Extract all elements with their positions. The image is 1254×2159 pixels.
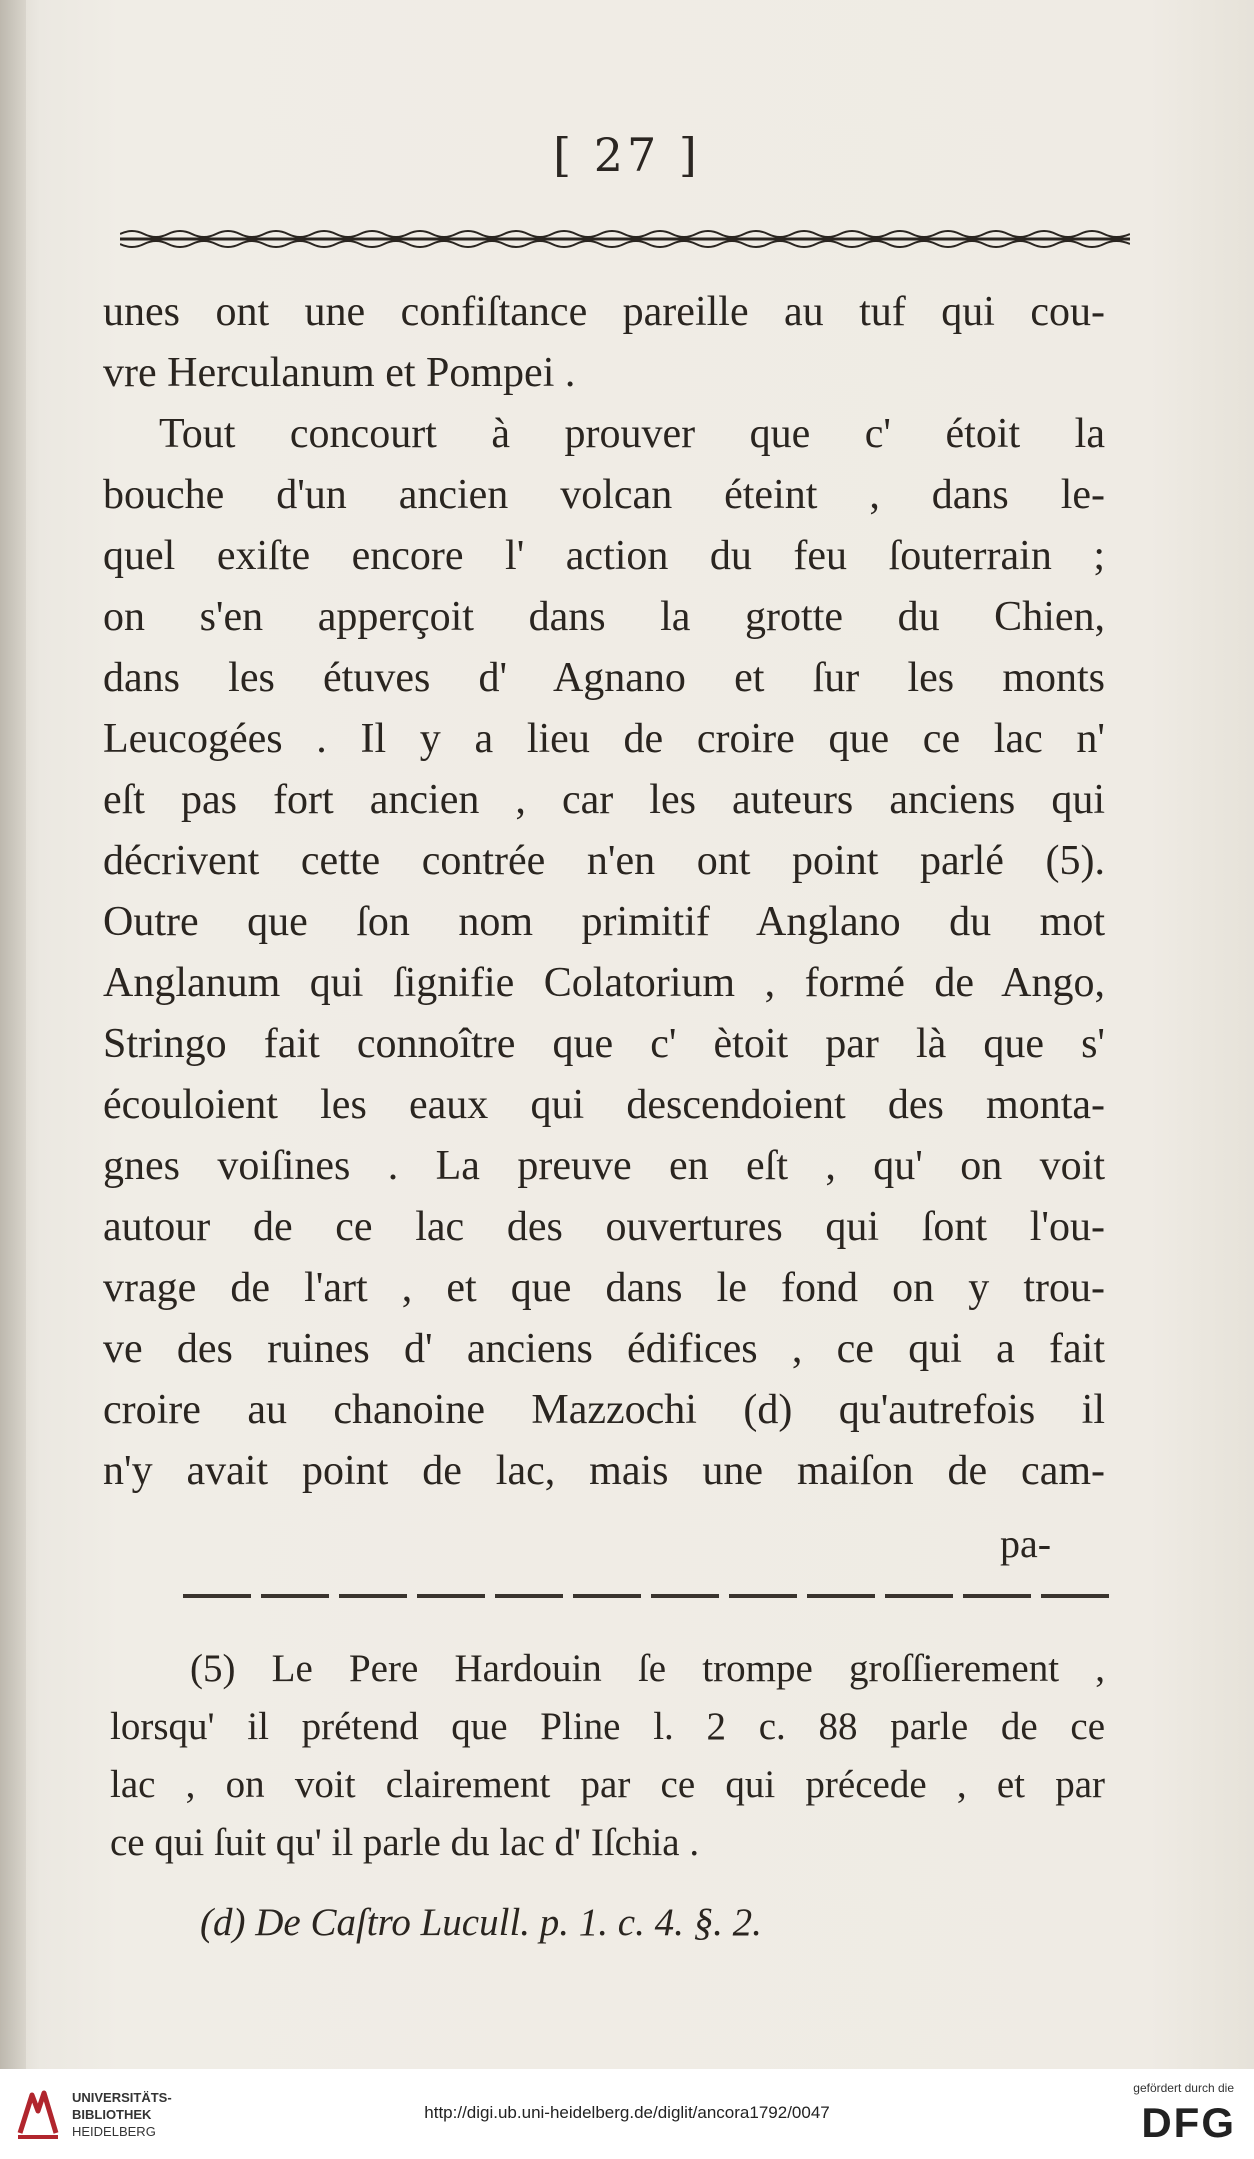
text-line: bouche d'un ancien volcan éteint , dans le- xyxy=(103,472,1105,518)
page-spine-shadow xyxy=(0,0,26,2069)
footnote-line: (5) Le Pere Hardouin ſe trompe groſſierement , xyxy=(190,1647,1105,1690)
footer-bar xyxy=(0,2069,1254,2159)
footnote-line: lac , on voit clairement par ce qui précede , et par xyxy=(110,1763,1105,1806)
text-line: écouloient les eaux qui descendoient des monta- xyxy=(103,1082,1105,1128)
funded-by-label: gefördert durch die xyxy=(1133,2081,1234,2095)
text-line: Tout concourt à prouver que c' étoit la xyxy=(159,411,1105,457)
permalink-url[interactable]: http://digi.ub.uni-heidelberg.de/diglit/ancora1792/0047 xyxy=(424,2103,830,2122)
footnotes xyxy=(110,1640,1105,1952)
footnote-d: (d) De Caſtro Lucull. p. 1. c. 4. §. 2. xyxy=(200,1901,762,1944)
dfg-logo: DFG xyxy=(1141,2099,1236,2146)
text-line: vre Herculanum et Pompei . xyxy=(103,350,576,396)
text-line: quel exiſte encore l' action du feu ſouterrain ; xyxy=(103,533,1105,579)
text-line: croire au chanoine Mazzochi (d) qu'autrefois il xyxy=(103,1387,1105,1433)
text-line: vrage de l'art , et que dans le fond on y trou- xyxy=(103,1265,1105,1311)
text-line: unes ont une confiſtance pareille au tuf qui cou- xyxy=(103,289,1105,335)
text-line: Stringo fait connoître que c' ètoit par là que s' xyxy=(103,1021,1105,1067)
text-line: Leucogées . Il y a lieu de croire que ce lac n' xyxy=(103,716,1105,762)
text-line: Anglanum qui ſignifie Colatorium , formé de Ango, xyxy=(103,960,1105,1006)
footnote-divider xyxy=(183,1594,1118,1598)
text-line: dans les étuves d' Agnano et ſur les monts xyxy=(103,655,1105,701)
page-number-header: [ 27 ] xyxy=(553,128,701,182)
text-line: ve des ruines d' anciens édifices , ce qui a fait xyxy=(103,1326,1105,1372)
text-line: décrivent cette contrée n'en ont point parlé (5). xyxy=(103,838,1105,884)
library-name: UNIVERSITÄTS- BIBLIOTHEK HEIDELBERG xyxy=(72,2090,172,2139)
footnote-line: ce qui ſuit qu' il parle du lac d' Iſchia . xyxy=(110,1821,700,1864)
text-line: gnes voiſines . La preuve en eſt , qu' on voit xyxy=(103,1143,1105,1189)
footnote-line: lorsqu' il prétend que Pline l. 2 c. 88 parle de ce xyxy=(110,1705,1105,1748)
body-text xyxy=(103,282,1105,1502)
text-line: on s'en apperçoit dans la grotte du Chien, xyxy=(103,594,1105,640)
catchword: pa- xyxy=(1000,1521,1052,1566)
text-line: Outre que ſon nom primitif Anglano du mot xyxy=(103,899,1105,945)
text-line: autour de ce lac des ouvertures qui ſont l'ou- xyxy=(103,1204,1105,1250)
text-line: eſt pas fort ancien , car les auteurs anciens qui xyxy=(103,777,1105,823)
text-line: n'y avait point de lac, mais une maiſon de cam- xyxy=(103,1448,1105,1494)
decorative-rule xyxy=(120,228,1130,250)
